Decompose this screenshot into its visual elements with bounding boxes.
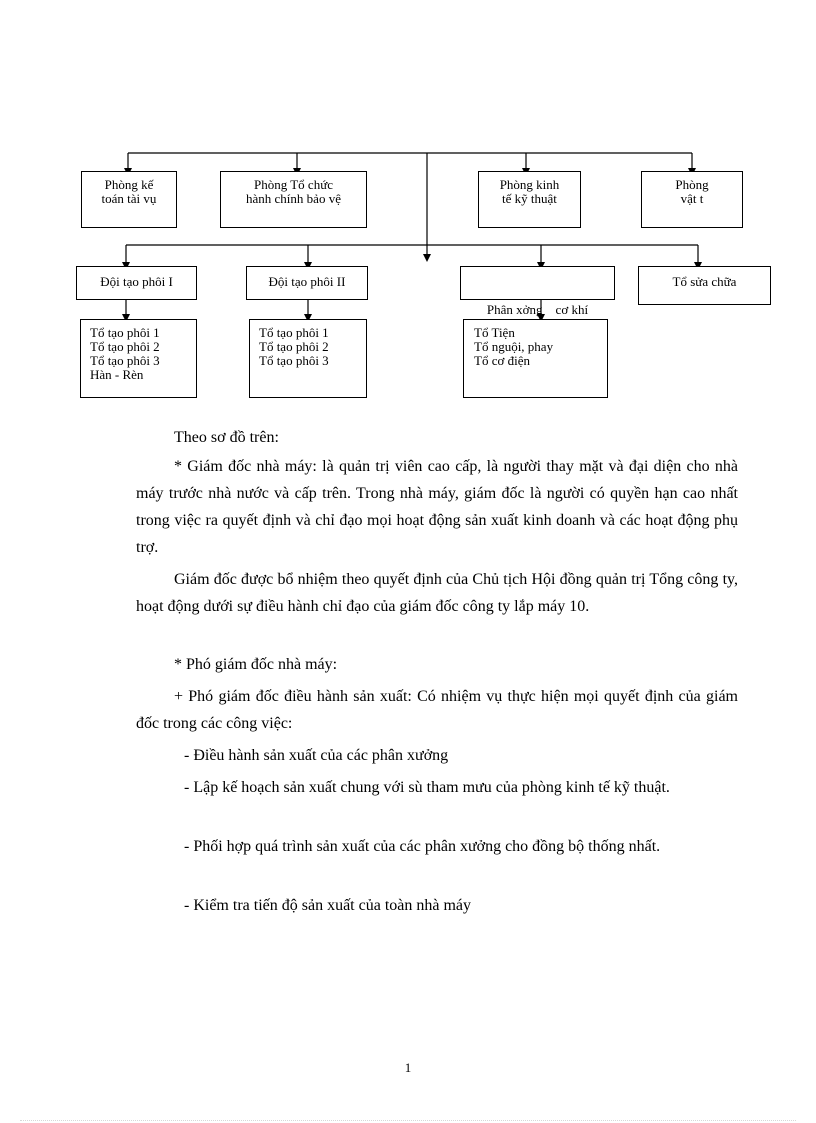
team-line: Tổ Tiện: [474, 325, 515, 340]
unit-box-mechanical-workshop: [460, 266, 615, 317]
appointment-paragraph: Giám đốc được bổ nhiệm theo quyết định của Chủ tịch Hội đồng quản trị Tổng công ty, hoạt động dưới sự điều hành chỉ đạo của giám đốc công ty lắp máy 10.: [136, 571, 738, 615]
team-box-blank-team-1: [80, 319, 197, 398]
team-box-blank-team-2: [249, 319, 367, 398]
unit-label: Tổ sửa chữa: [672, 274, 737, 289]
unit-box-blank-team-1: [76, 266, 197, 300]
intro-paragraph: Theo sơ đồ trên:: [174, 429, 279, 446]
duty-item-1: - Điều hành sản xuất của các phân xưởng: [184, 747, 449, 764]
team-line: Tổ tạo phôi 1: [90, 325, 160, 340]
dept-line: Phòng: [675, 177, 709, 192]
dept-line: Phòng Tổ chức: [253, 177, 334, 192]
team-line: Tổ cơ điện: [474, 353, 530, 368]
team-line: Tổ tạo phôi 2: [90, 339, 160, 354]
dept-line: Phòng kinh: [499, 177, 560, 192]
duty-item-2: - Lập kế hoạch sản xuất chung với sù tham mưu của phòng kinh tế kỹ thuật.: [184, 779, 670, 796]
unit-box-blank-team-2: [246, 266, 368, 300]
team-line: Tổ tạo phôi 1: [259, 325, 329, 340]
team-line: Tổ nguội, phay: [474, 339, 554, 354]
dept-line: toán tài vụ: [101, 191, 157, 206]
deputy-heading: * Phó giám đốc nhà máy:: [174, 656, 338, 673]
page-number: 1: [404, 1060, 412, 1075]
unit-box-repair-team: [638, 266, 771, 305]
team-line: Tổ tạo phôi 2: [259, 339, 329, 354]
unit-label: Đội tạo phôi II: [268, 274, 346, 289]
dept-line: vật t: [680, 191, 704, 206]
duty-item-4: - Kiểm tra tiến độ sản xuất của toàn nhà máy: [184, 897, 472, 914]
page-bottom-divider: [20, 1120, 796, 1121]
team-line: Tổ tạo phôi 3: [259, 353, 329, 368]
unit-label: Đội tạo phôi I: [100, 274, 173, 289]
dept-box-materials: [641, 171, 743, 228]
team-line: Hàn - Rèn: [90, 367, 144, 382]
dept-box-economic-technical: [478, 171, 581, 228]
duty-item-3: - Phối hợp quá trình sản xuất của các phân xưởng cho đồng bộ thống nhất.: [184, 838, 661, 855]
dept-box-accounting: [81, 171, 177, 228]
team-line: Tổ tạo phôi 3: [90, 353, 160, 368]
deputy-production-paragraph: + Phó giám đốc điều hành sản xuất: Có nhiệm vụ thực hiện mọi quyết định của giám đốc trong các công việc:: [136, 688, 738, 732]
dept-line: tế kỹ thuật: [502, 191, 557, 206]
team-box-mechanical-workshop: [463, 319, 608, 398]
dept-line: Phòng kế: [104, 177, 154, 192]
dept-line: hành chính bảo vệ: [246, 191, 341, 206]
unit-label: Phân xởng cơ khí: [486, 302, 589, 317]
director-paragraph: * Giám đốc nhà máy: là quản trị viên cao cấp, là người thay mặt và đại diện cho nhà máy trước nhà nước và cấp trên. Trong nhà máy, giám đốc là người có quyền hạn cao nhất trong việc ra quyết định và chỉ đạo mọi hoạt động sản xuất kinh doanh và các hoạt động phụ trợ.: [136, 458, 738, 556]
dept-box-administration: [220, 171, 367, 228]
